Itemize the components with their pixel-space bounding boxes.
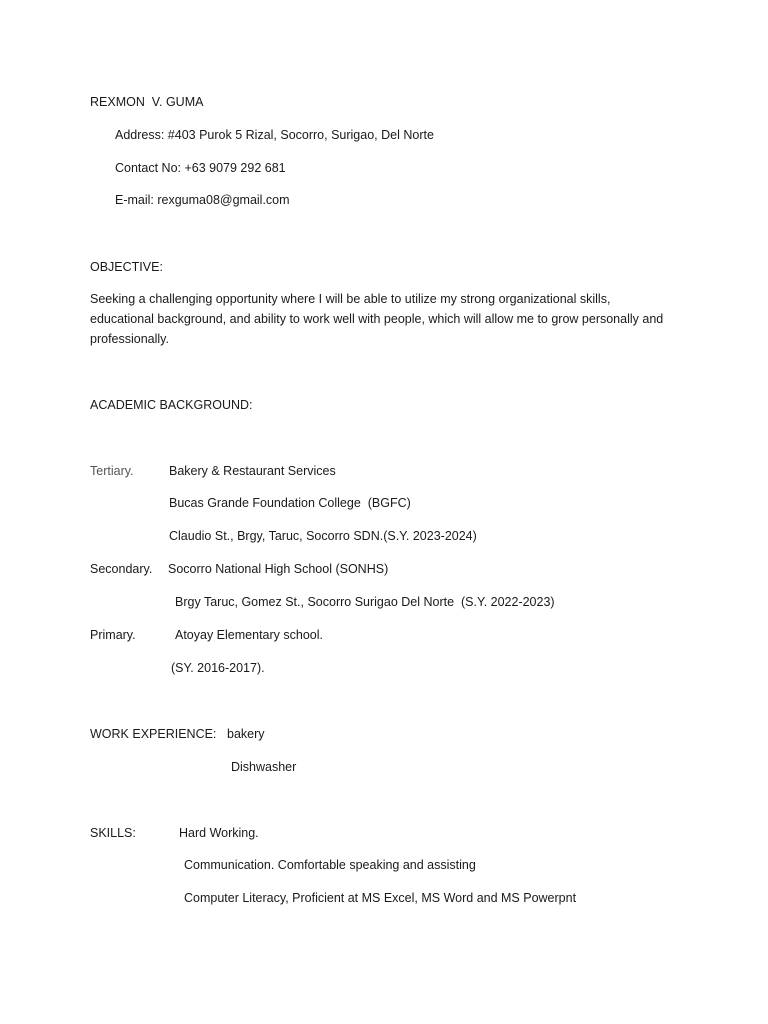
skills-heading: SKILLS: (90, 826, 136, 840)
skill-item-communication: Communication. Comfortable speaking and assisting (184, 858, 476, 872)
objective-heading: OBJECTIVE: (90, 260, 163, 274)
primary-label: Primary. (90, 628, 136, 642)
applicant-name: REXMON V. GUMA (90, 95, 204, 109)
objective-text: Seeking a challenging opportunity where I will be able to utilize my strong organizational skills, educational background, and ability to work well with people, which will allow me to grow personally and professionally. (90, 292, 664, 346)
secondary-address: Brgy Taruc, Gomez St., Socorro Surigao Del Norte (S.Y. 2022-2023) (175, 595, 555, 609)
tertiary-course: Bakery & Restaurant Services (169, 464, 336, 478)
secondary-label: Secondary. (90, 562, 153, 576)
skill-item-computer-literacy: Computer Literacy, Proficient at MS Excel, MS Word and MS Powerpnt (184, 891, 577, 905)
academic-heading: ACADEMIC BACKGROUND: (90, 398, 253, 412)
work-heading: WORK EXPERIENCE: (90, 727, 217, 741)
secondary-school: Socorro National High School (SONHS) (168, 562, 389, 576)
tertiary-school: Bucas Grande Foundation College (BGFC) (169, 496, 411, 510)
tertiary-address: Claudio St., Brgy, Taruc, Socorro SDN.(S.Y. 2023-2024) (169, 529, 477, 543)
address-line: Address: #403 Purok 5 Rizal, Socorro, Surigao, Del Norte (115, 128, 434, 142)
email-line: E-mail: rexguma08@gmail.com (115, 193, 290, 207)
primary-school: Atoyay Elementary school. (175, 628, 323, 642)
tertiary-label: Tertiary. (90, 464, 134, 478)
work-item-dishwasher: Dishwasher (231, 760, 297, 774)
skill-item-hard-working: Hard Working. (179, 826, 259, 840)
primary-year: (SY. 2016-2017). (171, 661, 265, 675)
work-item-bakery: bakery (227, 727, 265, 741)
contact-line: Contact No: +63 9079 292 681 (115, 161, 286, 175)
